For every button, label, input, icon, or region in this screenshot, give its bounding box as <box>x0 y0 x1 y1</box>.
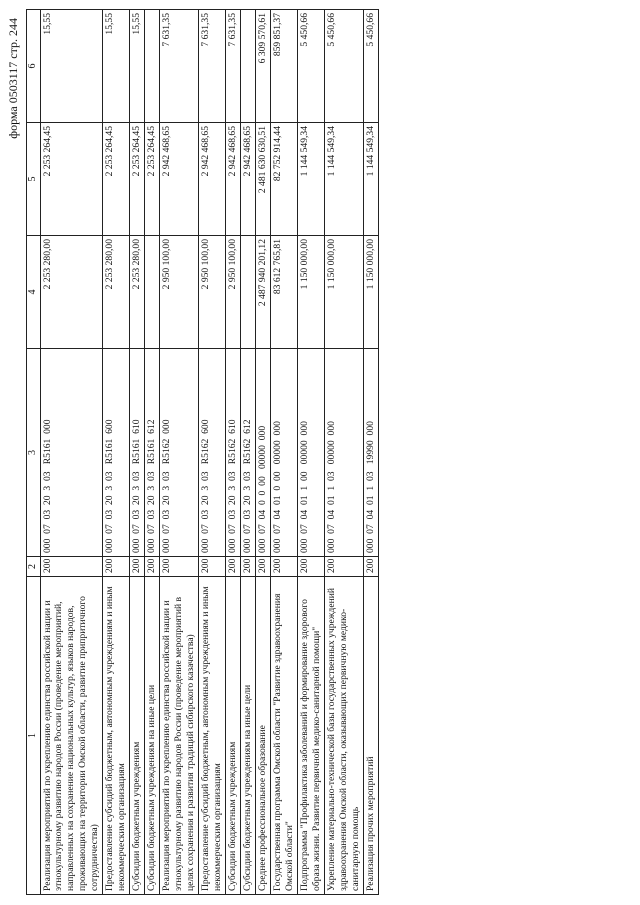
table-row <box>130 10 145 895</box>
row-name-cell: Реализация прочих мероприятий <box>364 577 379 895</box>
row-executed-cell: 2 253 264,45 <box>103 123 130 236</box>
row-kbk-cell: 000 07 03 20 3 03 R5161 610 <box>130 349 145 557</box>
row-approved-cell: 1 150 000,00 <box>298 236 325 349</box>
row-code-cell: 200 <box>271 557 298 577</box>
row-name-cell: Субсидии бюджетным учреждениям на иные цели <box>145 577 160 895</box>
row-executed-cell: 2 942 468,65 <box>241 123 256 236</box>
column-header-2: 2 <box>27 557 41 577</box>
column-header-3: 3 <box>27 349 41 557</box>
row-executed-cell: 1 144 549,34 <box>364 123 379 236</box>
row-name-cell: Укрепление материально-технической базы государственных учреждений здравоохранения Омской области, оказывающих первичную медико-санитарную помощь <box>325 577 364 895</box>
table-row <box>103 10 130 895</box>
row-unexecuted-cell: 7 631,35 <box>160 10 199 123</box>
row-name-cell: Реализация мероприятий по укреплению единства российской нации и этнокультурному развитию народов России (проведение мероприятий, направленных на сохранение национальных культур, языков народов, проживающих на территории Омской области, развитие припритичного сотрудничества) <box>40 577 103 895</box>
table-row <box>241 10 256 895</box>
column-number-header-row <box>27 10 41 895</box>
row-unexecuted-cell: 15,55 <box>130 10 145 123</box>
row-approved-cell: 83 612 765,81 <box>271 236 298 349</box>
row-executed-cell: 2 253 264,45 <box>145 123 160 236</box>
table-row <box>160 10 199 895</box>
row-approved-cell: 2 950 100,00 <box>199 236 226 349</box>
row-kbk-cell: 000 07 03 20 3 03 R5161 612 <box>145 349 160 557</box>
row-name-cell: Субсидии бюджетным учреждениям <box>226 577 241 895</box>
budget-report-table <box>26 9 379 895</box>
row-code-cell: 200 <box>298 557 325 577</box>
row-code-cell: 200 <box>364 557 379 577</box>
row-unexecuted-cell: 859 851,37 <box>271 10 298 123</box>
row-code-cell: 200 <box>130 557 145 577</box>
row-code-cell: 200 <box>256 557 271 577</box>
table-row <box>364 10 379 895</box>
row-code-cell: 200 <box>199 557 226 577</box>
row-name-cell: Подпрограмма "Профилактика заболеваний и формирование здорового образа жизни. Развитие первичной медико-санитарной помощи" <box>298 577 325 895</box>
row-approved-cell: 2 253 280,00 <box>103 236 130 349</box>
row-unexecuted-cell: 7 631,35 <box>199 10 226 123</box>
table-row <box>256 10 271 895</box>
row-unexecuted-cell: 7 631,35 <box>226 10 241 123</box>
row-code-cell: 200 <box>160 557 199 577</box>
row-executed-cell: 2 942 468,65 <box>226 123 241 236</box>
row-approved-cell: 1 150 000,00 <box>364 236 379 349</box>
row-approved-cell: 2 950 100,00 <box>160 236 199 349</box>
row-kbk-cell: 000 07 04 01 1 03 00000 000 <box>325 349 364 557</box>
row-approved-cell <box>145 236 160 349</box>
row-name-cell: Предоставление субсидий бюджетным, автономным учреждениям и иным некоммерческим организациям <box>103 577 130 895</box>
row-code-cell: 200 <box>325 557 364 577</box>
table-row <box>145 10 160 895</box>
row-name-cell: Среднее профессиональное образование <box>256 577 271 895</box>
row-approved-cell: 2 487 940 201,12 <box>256 236 271 349</box>
table-row <box>271 10 298 895</box>
table-row <box>226 10 241 895</box>
row-code-cell: 200 <box>226 557 241 577</box>
row-unexecuted-cell: 6 309 570,61 <box>256 10 271 123</box>
form-number-label: форма 0503117 стр. 244 <box>6 18 20 139</box>
row-kbk-cell: 000 07 04 0 0 00 00000 000 <box>256 349 271 557</box>
row-kbk-cell: 000 07 04 01 1 03 19990 000 <box>364 349 379 557</box>
row-executed-cell: 2 942 468,65 <box>160 123 199 236</box>
row-unexecuted-cell: 15,55 <box>103 10 130 123</box>
row-approved-cell: 1 150 000,00 <box>325 236 364 349</box>
row-unexecuted-cell: 5 450,66 <box>298 10 325 123</box>
row-kbk-cell: 000 07 04 01 0 00 00000 000 <box>271 349 298 557</box>
row-approved-cell: 2 950 100,00 <box>226 236 241 349</box>
row-name-cell: Реализация мероприятий по укреплению единства российской нации и этнокультурному развитию народов России (проведение мероприятий в целях сохранения и развития традиций сибирского казачества) <box>160 577 199 895</box>
column-header-6: 6 <box>27 10 41 123</box>
row-unexecuted-cell <box>145 10 160 123</box>
row-name-cell: Предоставление субсидий бюджетным, автономным учреждениям и иным некоммерческим организациям <box>199 577 226 895</box>
row-kbk-cell: 000 07 03 20 3 03 R5162 612 <box>241 349 256 557</box>
table-row <box>199 10 226 895</box>
column-header-4: 4 <box>27 236 41 349</box>
row-executed-cell: 82 752 914,44 <box>271 123 298 236</box>
row-executed-cell: 2 253 264,45 <box>40 123 103 236</box>
row-name-cell: Субсидии бюджетным учреждениям <box>130 577 145 895</box>
column-header-1: 1 <box>27 577 41 895</box>
table-row <box>40 10 103 895</box>
row-unexecuted-cell <box>241 10 256 123</box>
row-kbk-cell: 000 07 04 01 1 00 00000 000 <box>298 349 325 557</box>
row-approved-cell: 2 253 280,00 <box>130 236 145 349</box>
row-code-cell: 200 <box>241 557 256 577</box>
row-executed-cell: 2 942 468,65 <box>199 123 226 236</box>
row-kbk-cell: 000 07 03 20 3 03 R5162 610 <box>226 349 241 557</box>
row-name-cell: Государственная программа Омской области "Развитие здравоохранения Омской области" <box>271 577 298 895</box>
row-code-cell: 200 <box>145 557 160 577</box>
row-kbk-cell: 000 07 03 20 3 03 R5162 600 <box>199 349 226 557</box>
row-kbk-cell: 000 07 03 20 3 03 R5161 600 <box>103 349 130 557</box>
row-code-cell: 200 <box>40 557 103 577</box>
table-row <box>325 10 364 895</box>
row-executed-cell: 2 253 264,45 <box>130 123 145 236</box>
row-unexecuted-cell: 5 450,66 <box>364 10 379 123</box>
row-executed-cell: 1 144 549,34 <box>298 123 325 236</box>
row-unexecuted-cell: 15,55 <box>40 10 103 123</box>
row-code-cell: 200 <box>103 557 130 577</box>
row-unexecuted-cell: 5 450,66 <box>325 10 364 123</box>
row-kbk-cell: 000 07 03 20 3 03 R5161 000 <box>40 349 103 557</box>
row-kbk-cell: 000 07 03 20 3 03 R5162 000 <box>160 349 199 557</box>
row-executed-cell: 2 481 630 630,51 <box>256 123 271 236</box>
row-name-cell: Субсидии бюджетным учреждениям на иные цели <box>241 577 256 895</box>
row-approved-cell <box>241 236 256 349</box>
column-header-5: 5 <box>27 123 41 236</box>
table-row <box>298 10 325 895</box>
row-executed-cell: 1 144 549,34 <box>325 123 364 236</box>
row-approved-cell: 2 253 280,00 <box>40 236 103 349</box>
